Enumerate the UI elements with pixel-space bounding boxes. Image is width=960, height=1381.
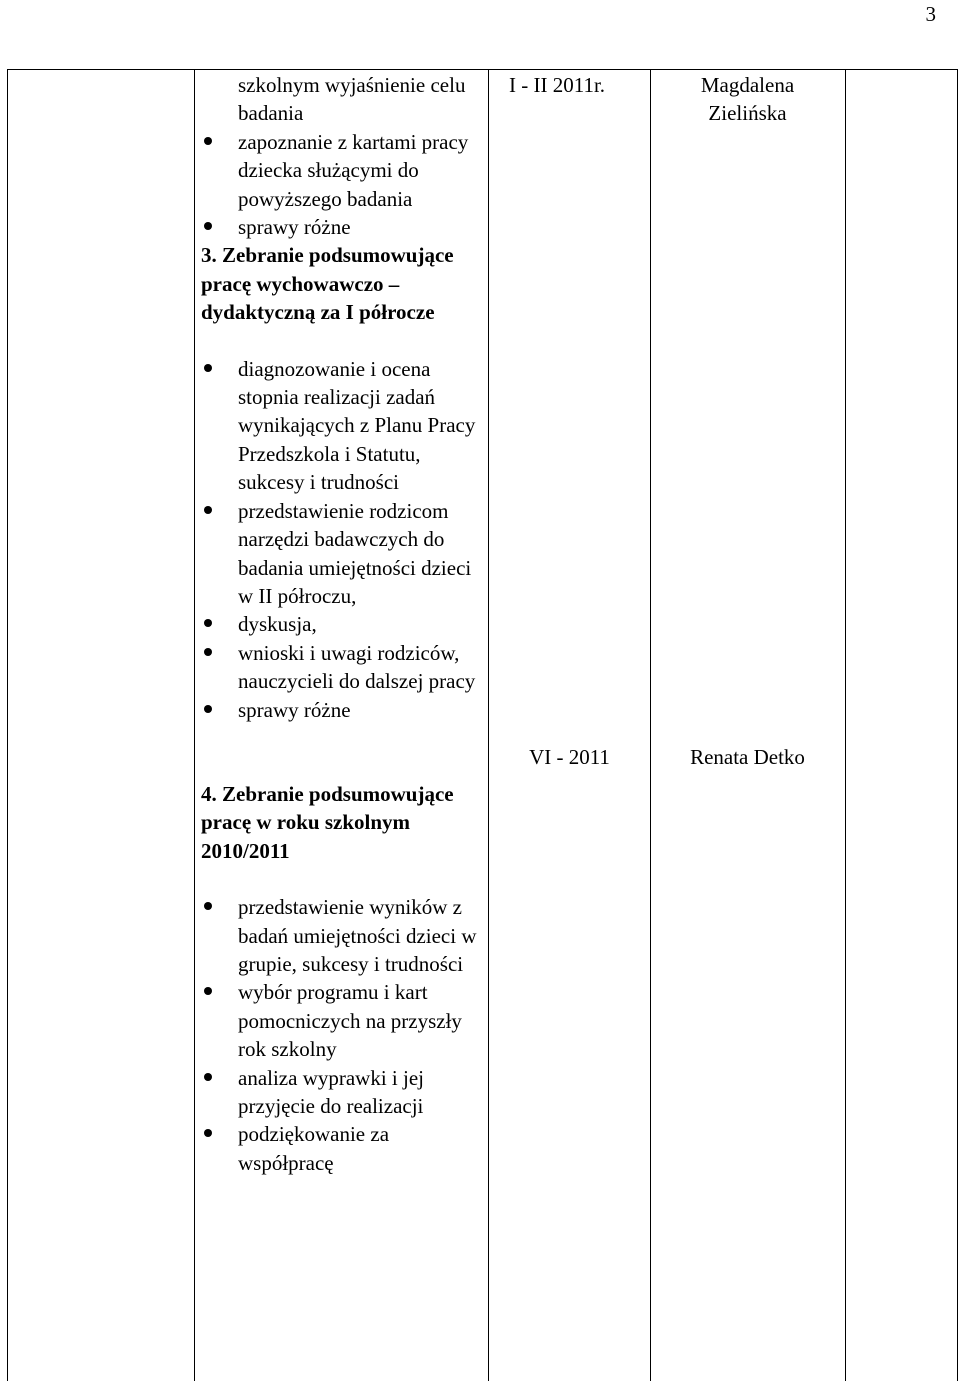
table-top-border — [7, 69, 957, 70]
list-item: analiza wyprawki i jej przyjęcie do realizacji — [201, 1064, 486, 1121]
activities-column — [201, 71, 486, 1177]
spacer — [201, 752, 486, 780]
person-cell — [651, 743, 844, 771]
table-border-col-2 — [488, 69, 489, 1381]
list-item: wybór programu i kart pomocniczych na przyszły rok szkolny — [201, 978, 486, 1063]
table-border-left — [7, 69, 8, 1381]
date-text: VI - 2011 — [529, 745, 610, 769]
page-number: 3 — [925, 2, 936, 26]
meeting-heading: 4. Zebranie podsumowujące pracę w roku szkolnym 2010/2011 — [201, 781, 454, 863]
list-item: zapoznanie z kartami pracy dziecka służącymi do powyższego badania — [201, 128, 486, 213]
list-item: wnioski i uwagi rodziców, nauczycieli do dalszej pracy — [201, 639, 486, 696]
list-item: diagnozowanie i ocena stopnia realizacji zadań wynikających z Planu Pracy Przedszkola i Statutu, sukcesy i trudności — [201, 355, 486, 497]
date-cell — [489, 743, 650, 771]
person-cell — [651, 71, 844, 128]
spacer — [201, 327, 486, 355]
table-border-col-3 — [650, 69, 651, 1381]
table-border-col-4 — [845, 69, 846, 1381]
spacer — [201, 724, 486, 752]
list-item: dyskusja, — [201, 610, 486, 638]
list-item: podziękowanie za współpracę — [201, 1120, 486, 1177]
list-item: sprawy różne — [201, 213, 486, 241]
spacer — [201, 865, 486, 893]
person-name: Renata Detko — [690, 745, 805, 769]
person-name: Magdalena Zielińska — [700, 73, 795, 126]
activity-list — [201, 71, 486, 1177]
table-border-right — [957, 69, 958, 1381]
list-item: przedstawienie rodzicom narzędzi badawczych do badania umiejętności dzieci w II półroczu, — [201, 497, 486, 611]
table-border-col-1 — [194, 69, 195, 1381]
list-item: sprawy różne — [201, 696, 486, 724]
date-cell — [489, 71, 650, 99]
meeting-heading: 3. Zebranie podsumowujące pracę wychowawczo – dydaktyczną za I półrocze — [201, 243, 454, 325]
list-item: szkolnym wyjaśnienie celu badania — [238, 73, 466, 126]
list-item: przedstawienie wyników z badań umiejętności dzieci w grupie, sukcesy i trudności — [201, 893, 486, 978]
date-text: I - II 2011r. — [509, 73, 606, 97]
